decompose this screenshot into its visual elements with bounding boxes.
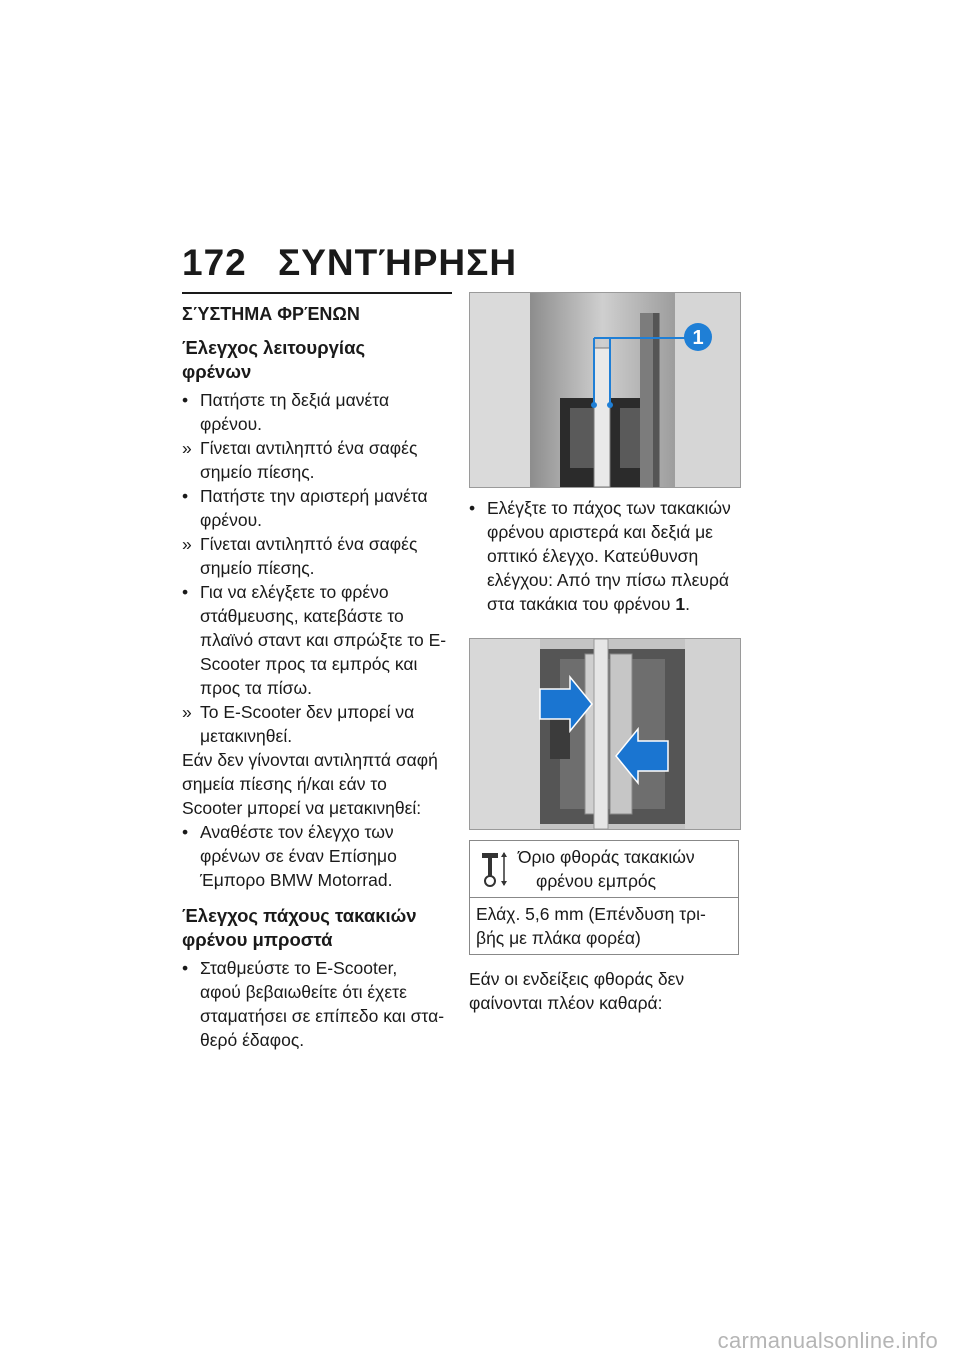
brake-pads-photo-arrows xyxy=(469,638,741,830)
item-line: Πατήστε τη δεξιά μανέτα xyxy=(200,390,390,410)
item-line: Γίνεται αντιληπτό ένα σαφές xyxy=(200,534,418,554)
subheading-pad-thickness xyxy=(182,904,452,952)
page-number: 172 xyxy=(182,242,247,283)
item-line: σημείο πίεσης. xyxy=(200,462,315,482)
paragraph-line: Εάν οι ενδείξεις φθοράς δεν xyxy=(469,969,685,989)
item-line: σημείο πίεσης. xyxy=(200,558,315,578)
item-line: Έμπορο BMW Motorrad. xyxy=(200,870,393,890)
section-title: ΣΎΣΤΗΜΑ ΦΡΈΝΩΝ xyxy=(182,304,360,324)
list-item xyxy=(469,496,739,616)
right-column xyxy=(469,292,739,1015)
item-line: Πατήστε την αριστερή μανέτα xyxy=(200,486,428,506)
item-line: αφού βεβαιωθείτε ότι έχετε xyxy=(200,982,407,1002)
list-marker: • xyxy=(182,822,189,842)
item-line: στάθμευσης, κατεβάστε το xyxy=(200,606,404,626)
paragraph-line: Scooter μπορεί να μετακινηθεί: xyxy=(182,798,422,818)
left-column xyxy=(182,292,452,1052)
list-item xyxy=(182,700,452,748)
list-item xyxy=(182,436,452,484)
list-marker: • xyxy=(469,498,476,518)
subheading-line: Έλεγχος λειτουργίας xyxy=(182,337,366,358)
list-marker: • xyxy=(182,486,189,506)
list-marker: • xyxy=(182,582,189,602)
item-line: Αναθέστε τον έλεγχο των xyxy=(200,822,394,842)
paragraph xyxy=(469,967,739,1015)
item-line: μετακινηθεί. xyxy=(200,726,293,746)
watermark: carmanualsonline.info xyxy=(717,1328,938,1353)
spec-title xyxy=(518,845,695,893)
brake-pad-wear-icon xyxy=(480,849,510,894)
item-line: Ελέγξτε το πάχος των τακακιών xyxy=(487,498,731,518)
spec-header-row xyxy=(470,841,738,898)
list-marker: • xyxy=(182,958,189,978)
paragraph-line: σημεία πίεσης ή/και εάν το xyxy=(182,774,387,794)
item-line xyxy=(487,592,739,616)
spec-table xyxy=(469,840,739,955)
item-line: Scooter προς τα εμπρός και xyxy=(200,654,418,674)
list-item xyxy=(182,484,452,532)
list-item xyxy=(182,532,452,580)
spec-value-line: βής με πλάκα φορέα) xyxy=(476,928,641,948)
item-line: Σταθμεύστε το E-Scooter, xyxy=(200,958,398,978)
section-rule xyxy=(182,292,452,294)
spec-title-line: Όριο φθοράς τακακιών xyxy=(518,847,695,867)
spec-value-row xyxy=(470,898,738,954)
paragraph-line: φαίνονται πλέον καθαρά: xyxy=(469,993,663,1013)
subheading-line: φρένων xyxy=(182,361,252,382)
list-item xyxy=(182,580,452,700)
spec-value-line: Ελάχ. 5,6 mm (Επένδυση τρι- xyxy=(476,904,706,924)
item-line: οπτικό έλεγχο. Κατεύθυνση xyxy=(487,546,699,566)
page-header xyxy=(182,242,517,284)
list-item xyxy=(182,820,452,892)
list-item xyxy=(182,388,452,436)
subheading-brake-function xyxy=(182,336,452,384)
callout-1-label: 1 xyxy=(692,327,704,349)
brake-function-steps xyxy=(182,388,452,748)
spec-title-line: φρένου εμπρός xyxy=(536,871,657,891)
item-line: Γίνεται αντιληπτό ένα σαφές xyxy=(200,438,418,458)
list-marker: » xyxy=(182,438,192,458)
subheading-line: Έλεγχος πάχους τακακιών xyxy=(182,905,417,926)
item-line: πλαϊνό σταντ και σπρώξτε το E- xyxy=(200,630,447,650)
brake-caliper-photo-rear-view xyxy=(469,292,741,488)
list-marker: » xyxy=(182,702,192,722)
list-item xyxy=(182,956,452,1052)
paragraph xyxy=(182,748,452,820)
subheading-line: φρένου μπροστά xyxy=(182,929,333,950)
item-line: φρένου αριστερά και δεξιά με xyxy=(487,522,713,542)
item-line: φρένων σε έναν Επίσημο xyxy=(200,846,397,866)
item-line: Για να ελέγξετε το φρένο xyxy=(200,582,389,602)
item-line: φρένου. xyxy=(200,510,263,530)
chapter-title: ΣΥΝΤΉΡΗΣΗ xyxy=(278,242,518,283)
paragraph-line: Εάν δεν γίνονται αντιληπτά σαφή xyxy=(182,750,438,770)
item-line: ελέγχου: Από την πίσω πλευρά xyxy=(487,570,730,590)
item-line-end: . xyxy=(685,594,690,614)
reference-number: 1 xyxy=(675,594,686,614)
list-marker: » xyxy=(182,534,192,554)
item-line: προς τα πίσω. xyxy=(200,678,312,698)
item-line: Το E-Scooter δεν μπορεί να xyxy=(200,702,415,722)
item-line: θερό έδαφος. xyxy=(200,1030,305,1050)
item-line: φρένου. xyxy=(200,414,263,434)
list-marker: • xyxy=(182,390,189,410)
item-line: σταματήσει σε επίπεδο και στα- xyxy=(200,1006,445,1026)
item-line-text: στα τακάκια του φρένου xyxy=(487,594,676,614)
